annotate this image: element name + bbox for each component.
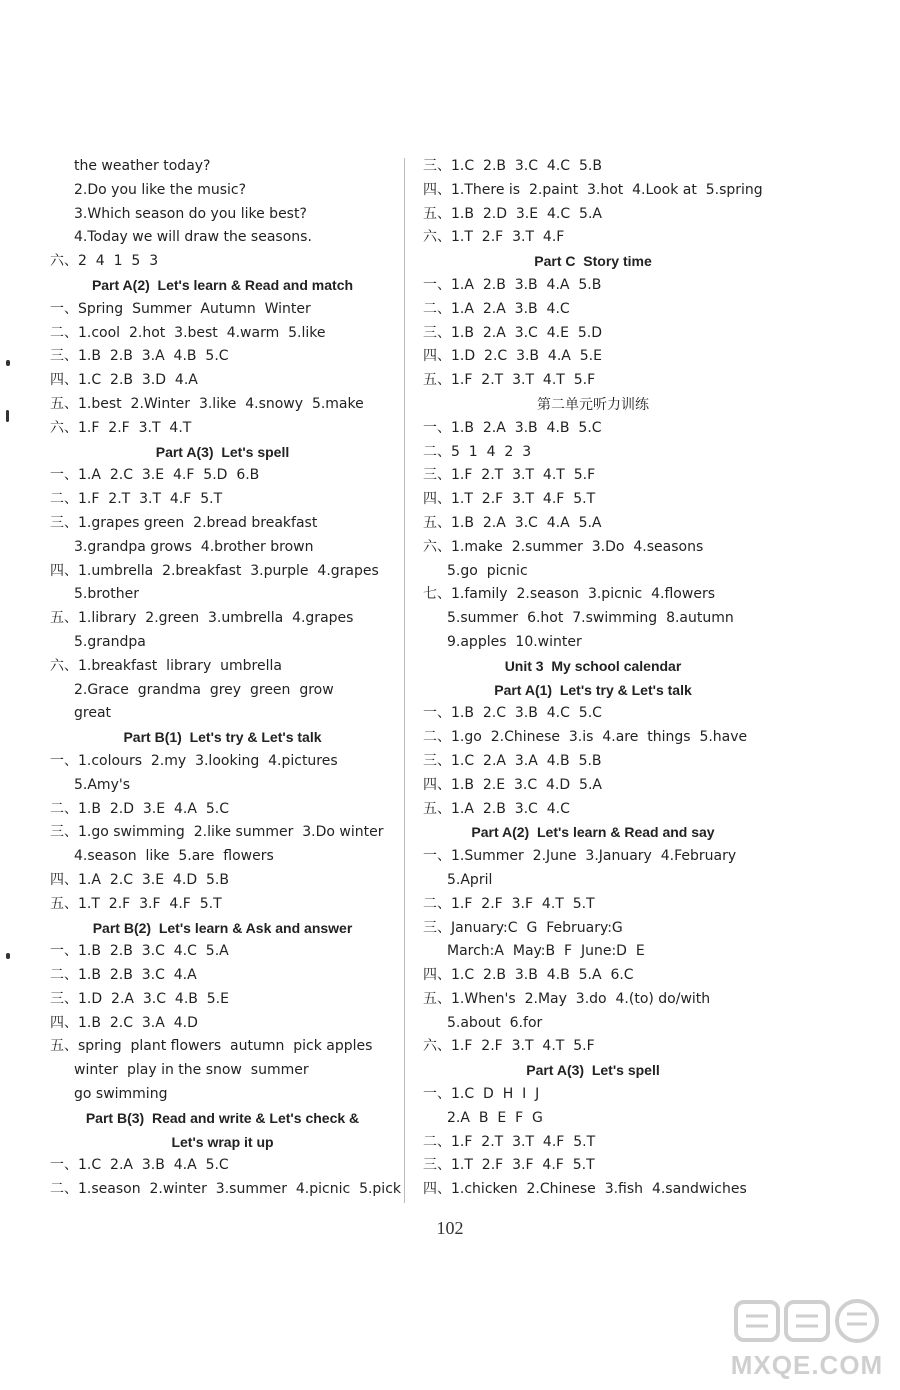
section-heading: Part A(2) Let's learn & Read and match [91,276,354,293]
answer-line: 3.grandpa grows 4.brother brown [74,538,314,555]
section-heading: Part B(1) Let's try & Let's talk [123,729,322,746]
answer-line: 五、spring plant flowers autumn pick apples [50,1038,373,1055]
answer-line: 三、1.F 2.T 3.T 4.T 5.F [423,467,596,484]
section-heading: Part A(3) Let's spell [526,1062,660,1079]
answer-line: 五、1.B 2.D 3.E 4.C 5.A [423,205,602,222]
section-heading: Part A(1) Let's try & Let's talk [494,681,692,698]
section-heading: Part B(2) Let's learn & Ask and answer [92,919,353,936]
answer-line: 三、1.grapes green 2.bread breakfast [50,514,318,531]
answer-line: 六、1.F 2.F 3.T 4.T [50,419,192,436]
answer-line: 2.Grace grandma grey green grow [74,681,334,698]
answer-line: go swimming [74,1086,168,1103]
answer-line: 四、1.T 2.F 3.T 4.F 5.T [423,491,596,508]
watermark-text: MXQE.COM [730,1350,884,1380]
answer-line: 一、1.A 2.B 3.B 4.A 5.B [423,276,602,293]
section-heading: 第二单元听力训练 [537,395,649,412]
answer-line: 二、1.go 2.Chinese 3.is 4.are things 5.have [423,729,748,746]
watermark-logo-icon [732,1296,882,1346]
answer-line: 一、1.A 2.C 3.E 4.F 5.D 6.B [50,467,260,484]
answer-line: 五、1.best 2.Winter 3.like 4.snowy 5.make [50,395,364,412]
answer-line: 5.April [447,871,493,888]
answer-line: 5.summer 6.hot 7.swimming 8.autumn [447,610,734,627]
answer-line: 一、1.B 2.B 3.C 4.C 5.A [50,943,229,960]
answer-line: 4.season like 5.are flowers [74,848,274,865]
answer-line: 四、1.umbrella 2.breakfast 3.purple 4.grapes [50,562,379,579]
answer-line: 六、1.breakfast library umbrella [50,657,282,674]
answer-line: 四、1.A 2.C 3.E 4.D 5.B [50,871,229,888]
answer-line: 五、1.F 2.T 3.T 4.T 5.F [423,372,596,389]
answer-line: 二、1.B 2.D 3.E 4.A 5.C [50,800,229,817]
answer-line: March:A May:B F June:D E [447,943,645,960]
answer-line: 三、1.B 2.B 3.A 4.B 5.C [50,348,229,365]
answer-line: 二、1.cool 2.hot 3.best 4.warm 5.like [50,324,326,341]
answer-line: 一、1.C D H I J [423,1086,540,1103]
answer-line: 四、1.C 2.B 3.D 4.A [50,372,198,389]
answer-line: 5.Amy's [74,776,130,793]
answer-line: 三、1.C 2.B 3.C 4.C 5.B [423,158,602,174]
answer-line: 四、1.chicken 2.Chinese 3.fish 4.sandwiches [423,1181,747,1198]
answer-line: 二、1.season 2.winter 3.summer 4.picnic 5.pick [50,1181,402,1198]
answer-line: 四、1.There is 2.paint 3.hot 4.Look at 5.spring [423,181,763,198]
answer-line: 5.go picnic [447,562,528,579]
answer-line: 三、1.D 2.A 3.C 4.B 5.E [50,990,229,1007]
answer-line: 一、Spring Summer Autumn Winter [50,300,311,317]
answer-line: 六、2 4 1 5 3 [50,253,159,270]
answer-line: 四、1.D 2.C 3.B 4.A 5.E [423,348,602,365]
answer-line: 五、1.T 2.F 3.F 4.F 5.T [50,895,222,912]
answer-line: 2.A B E F G [447,1109,543,1126]
answer-line: 四、1.B 2.C 3.A 4.D [50,1014,198,1031]
answer-line: 三、1.B 2.A 3.C 4.E 5.D [423,324,602,341]
answer-line: 四、1.C 2.B 3.B 4.B 5.A 6.C [423,967,634,984]
answer-line: the weather today? [74,158,211,174]
answer-line: 一、1.B 2.C 3.B 4.C 5.C [423,705,602,722]
answer-line: winter play in the snow summer [74,1062,309,1079]
answer-line: 四、1.B 2.E 3.C 4.D 5.A [423,776,602,793]
section-heading: Part A(2) Let's learn & Read and say [471,824,715,841]
answer-line: 七、1.family 2.season 3.picnic 4.flowers [423,586,715,603]
answer-line: 5.brother [74,586,139,603]
left-column [50,155,402,1202]
page-number: 102 [436,1218,464,1238]
answer-line: 三、January:C G February:G [423,919,623,936]
scan-speck [6,410,9,422]
section-heading: Unit 3 My school calendar [504,657,682,674]
answer-line: 一、1.colours 2.my 3.looking 4.pictures [50,752,338,769]
scan-speck [6,953,10,959]
answer-line: 一、1.B 2.A 3.B 4.B 5.C [423,419,602,436]
answer-line: 五、1.B 2.A 3.C 4.A 5.A [423,514,602,531]
scan-speck [6,360,10,366]
answer-line: 三、1.go swimming 2.like summer 3.Do winter [50,824,384,841]
column-divider [404,158,405,1203]
answer-line: 5.about 6.for [447,1014,543,1031]
section-heading: Let's wrap it up [171,1133,274,1150]
answer-line: 一、1.Summer 2.June 3.January 4.February [423,848,737,865]
answer-line: 六、1.T 2.F 3.T 4.F [423,229,565,246]
right-column [423,155,763,1202]
answer-line: 4.Today we will draw the seasons. [74,229,312,246]
answer-line: 五、1.When's 2.May 3.do 4.(to) do/with [423,990,711,1007]
answer-line: 二、5 1 4 2 3 [423,443,532,460]
answer-line: 三、1.T 2.F 3.F 4.F 5.T [423,1157,595,1174]
section-heading: Part C Story time [534,253,652,270]
answer-line: 9.apples 10.winter [447,633,582,650]
answer-line: 二、1.F 2.T 3.T 4.F 5.T [423,1133,596,1150]
answer-line: 三、1.C 2.A 3.A 4.B 5.B [423,752,602,769]
watermark [722,1296,892,1381]
answer-line: 六、1.F 2.F 3.T 4.T 5.F [423,1038,595,1055]
answer-line: great [74,705,112,722]
answer-line: 五、1.library 2.green 3.umbrella 4.grapes [50,610,354,627]
answer-line: 六、1.make 2.summer 3.Do 4.seasons [423,538,704,555]
answer-line: 二、1.F 2.F 3.F 4.T 5.T [423,895,595,912]
answer-line: 二、1.A 2.A 3.B 4.C [423,300,570,317]
answer-line: 3.Which season do you like best? [74,205,307,222]
answer-line: 五、1.A 2.B 3.C 4.C [423,800,570,817]
section-heading: Part A(3) Let's spell [155,443,290,460]
answer-line: 2.Do you like the music? [74,181,247,198]
answer-line: 一、1.C 2.A 3.B 4.A 5.C [50,1157,229,1174]
section-heading: Part B(3) Read and write & Let's check & [85,1109,360,1126]
answer-line: 5.grandpa [74,633,146,650]
answer-line: 二、1.F 2.T 3.T 4.F 5.T [50,491,223,508]
answer-line: 二、1.B 2.B 3.C 4.A [50,967,197,984]
